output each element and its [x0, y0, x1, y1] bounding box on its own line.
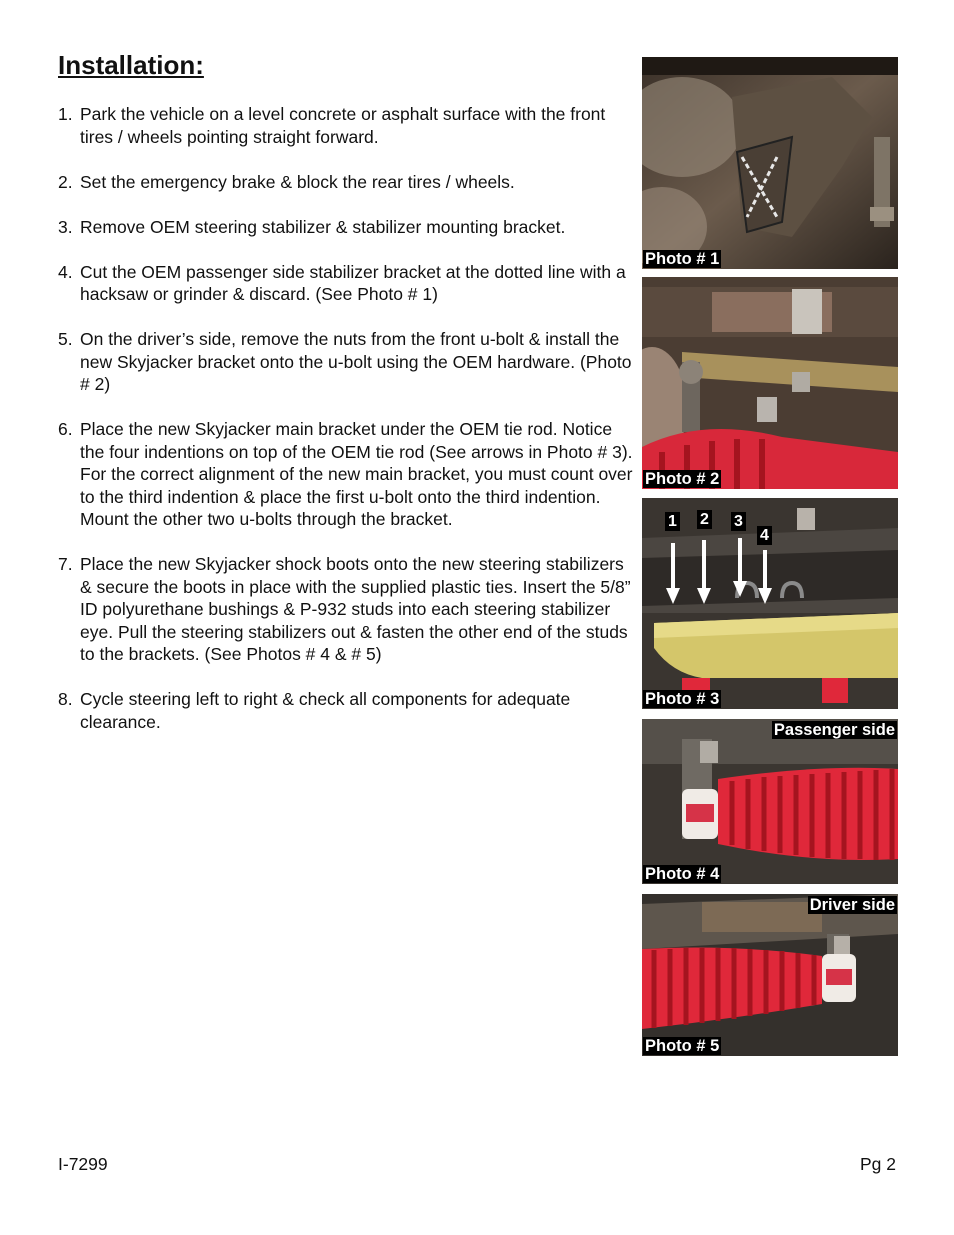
page-title: Installation:: [58, 50, 204, 80]
step-number: 4.: [58, 261, 73, 282]
photo-4-image: [642, 719, 898, 884]
photo-2: [642, 277, 898, 489]
photo-5-image: [642, 894, 898, 1056]
step-number: 6.: [58, 419, 73, 439]
photo-1: [642, 57, 898, 269]
photo-caption: Photo # 4: [645, 865, 720, 883]
side-label: Passenger side: [773, 721, 895, 739]
photo-1-image: [642, 57, 898, 269]
step-item: [58, 261, 636, 306]
page-number: Pg 2: [860, 1154, 896, 1174]
step-text: Remove OEM steering stabilizer & stabilizer mounting bracket.: [80, 216, 566, 237]
photo-caption: Photo # 3: [645, 690, 720, 708]
step-item: [58, 418, 636, 531]
step-text: On the driver’s side, remove the nuts from the front u-bolt & install the new Skyjacker bracket onto the u-bolt using the OEM hardware. (Photo # 2): [80, 329, 632, 394]
step-item: [58, 103, 636, 148]
photo-5: [642, 894, 898, 1056]
step-item: [58, 328, 636, 396]
arrow-label: 3: [731, 512, 746, 531]
step-text: Place the new Skyjacker main bracket under the OEM tie rod. Notice the four indentions on top of the OEM tie rod (See arrows in Photo # 3). For the correct alignment of the new main bracket, you must count over to the third indention & place the first u-bolt onto the third indention. Mount the other two u-bolts through the bracket.: [80, 419, 633, 529]
step-number: 7.: [58, 554, 73, 574]
step-item: [58, 688, 636, 733]
photo-caption: Photo # 2: [645, 470, 720, 488]
side-label: Driver side: [809, 896, 895, 914]
step-text: Set the emergency brake & block the rear tires / wheels.: [80, 171, 515, 192]
step-text: Cycle steering left to right & check all components for adequate clearance.: [80, 689, 571, 732]
step-number: 3.: [58, 216, 73, 237]
arrow-label: 2: [697, 510, 712, 529]
photo-caption: Photo # 1: [645, 250, 720, 268]
arrow-label: 4: [757, 526, 772, 545]
step-item: [58, 216, 636, 239]
doc-number: I-7299: [58, 1154, 108, 1174]
step-item: [58, 553, 636, 666]
photo-2-image: [642, 277, 898, 489]
arrow-label: 1: [665, 512, 680, 531]
step-text: Park the vehicle on a level concrete or asphalt surface with the front tires / wheels pointing straight forward.: [80, 104, 606, 147]
installation-steps: [58, 103, 636, 756]
photo-caption: Photo # 5: [645, 1037, 720, 1055]
step-number: 2.: [58, 171, 73, 192]
step-text: Place the new Skyjacker shock boots onto the new steering stabilizers & secure the boots in place with the supplied plastic ties. Insert the 5/8” ID polyurethane bushings & P-932 studs into each steering stabilizer eye. Pull the steering stabilizers out & fasten the other end of the studs to the brackets. (See Photos # 4 & # 5): [80, 554, 631, 664]
step-text: Cut the OEM passenger side stabilizer bracket at the dotted line with a hacksaw or grinder & discard. (See Photo # 1): [80, 261, 626, 304]
photo-3: [642, 498, 898, 709]
step-number: 1.: [58, 104, 73, 124]
step-item: [58, 171, 636, 194]
step-number: 5.: [58, 329, 73, 349]
photo-4: [642, 719, 898, 884]
step-number: 8.: [58, 689, 73, 709]
